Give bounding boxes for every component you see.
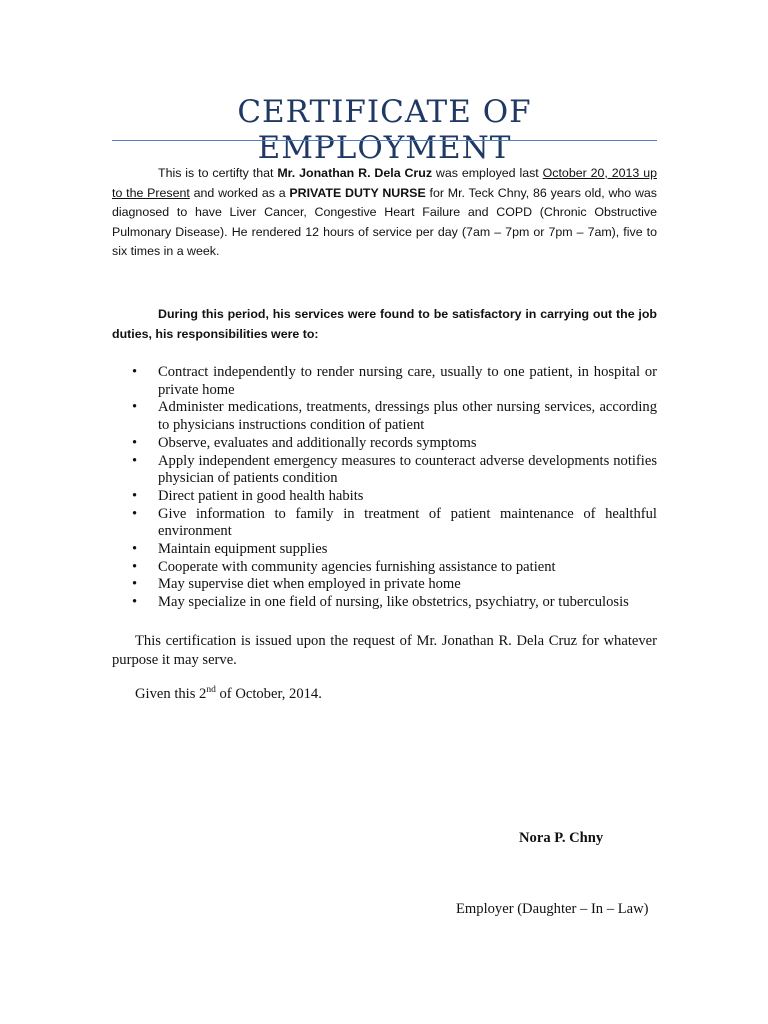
- list-item: [112, 435, 657, 453]
- list-item: [112, 488, 657, 506]
- bullet-icon: •: [132, 576, 138, 593]
- duties-intro: [112, 305, 657, 344]
- duty-text: Observe, evaluates and additionally records symptoms: [158, 434, 477, 451]
- signatory-role: Employer (Daughter – In – Law): [456, 901, 649, 917]
- given-prefix: Given this 2: [135, 686, 207, 702]
- bullet-icon: •: [132, 505, 138, 522]
- certification-paragraph: [112, 632, 657, 669]
- job-position: PRIVATE DUTY NURSE: [289, 185, 426, 200]
- duty-text: Maintain equipment supplies: [158, 541, 328, 558]
- list-item: [112, 594, 657, 612]
- employment-period: October 20, 2013 up to the Present: [112, 166, 657, 200]
- duty-text: May specialize in one field of nursing, like obstetrics, psychiatry, or tuberculosis: [158, 594, 629, 611]
- title-divider: [112, 140, 657, 141]
- intro-text-4: for Mr. Teck Chny, 86 years old, who was diagnosed to have Liver Cancer, Congestive Heart Failure and COPD (Chronic Obstructive Pulmonary Disease). He rendered 12 hours of service per day (7am – 7pm or 7pm – 7am), five to six times in a week.: [112, 185, 658, 258]
- list-item: [112, 576, 657, 594]
- list-item: [112, 453, 657, 488]
- document-title: CERTIFICATE OF EMPLOYMENT: [237, 94, 532, 166]
- certification-text: This certification is issued upon the request of Mr. Jonathan R. Dela Cruz for whatever purpose it may serve.: [112, 633, 657, 668]
- intro-text-2: was employed last: [432, 166, 543, 180]
- duties-intro-text: During this period, his services were found to be satisfactory in carrying out the job duties, his responsibilities were to:: [112, 307, 657, 341]
- list-item: [112, 364, 657, 399]
- bullet-icon: •: [132, 541, 138, 558]
- bullet-icon: •: [132, 399, 138, 416]
- list-item: [112, 541, 657, 559]
- bullet-icon: •: [132, 452, 138, 469]
- bullet-icon: •: [132, 558, 138, 575]
- duty-text: Contract independently to render nursing care, usually to one patient, in hospital or private home: [158, 364, 657, 398]
- duty-text: Direct patient in good health habits: [158, 487, 364, 504]
- duty-text: Administer medications, treatments, dressings plus other nursing services, according to physicians instructions condition of patient: [158, 399, 657, 434]
- employee-name: Mr. Jonathan R. Dela Cruz: [277, 166, 433, 180]
- duties-list: [112, 364, 657, 612]
- duty-text: May supervise diet when employed in private home: [158, 576, 461, 593]
- given-rest: of October, 2014.: [215, 686, 322, 702]
- list-item: [112, 399, 657, 434]
- intro-text-3: and worked as a: [189, 185, 290, 200]
- duty-text: Give information to family in treatment of patient maintenance of healthful environment: [158, 505, 657, 540]
- duty-text: Cooperate with community agencies furnishing assistance to patient: [158, 558, 556, 575]
- bullet-icon: •: [132, 487, 138, 504]
- intro-text-1: This is to certifty that: [158, 166, 278, 180]
- bullet-icon: •: [132, 364, 138, 380]
- bullet-icon: •: [132, 594, 138, 611]
- given-ordinal: nd: [206, 685, 216, 696]
- signatory-name: Nora P. Chny: [519, 830, 604, 846]
- list-item: [112, 559, 657, 577]
- given-date: [112, 685, 657, 704]
- intro-paragraph: [112, 164, 657, 262]
- duty-text: Apply independent emergency measures to counteract adverse developments notifies physician of patients condition: [158, 452, 657, 487]
- list-item: [112, 506, 657, 541]
- bullet-icon: •: [132, 434, 138, 451]
